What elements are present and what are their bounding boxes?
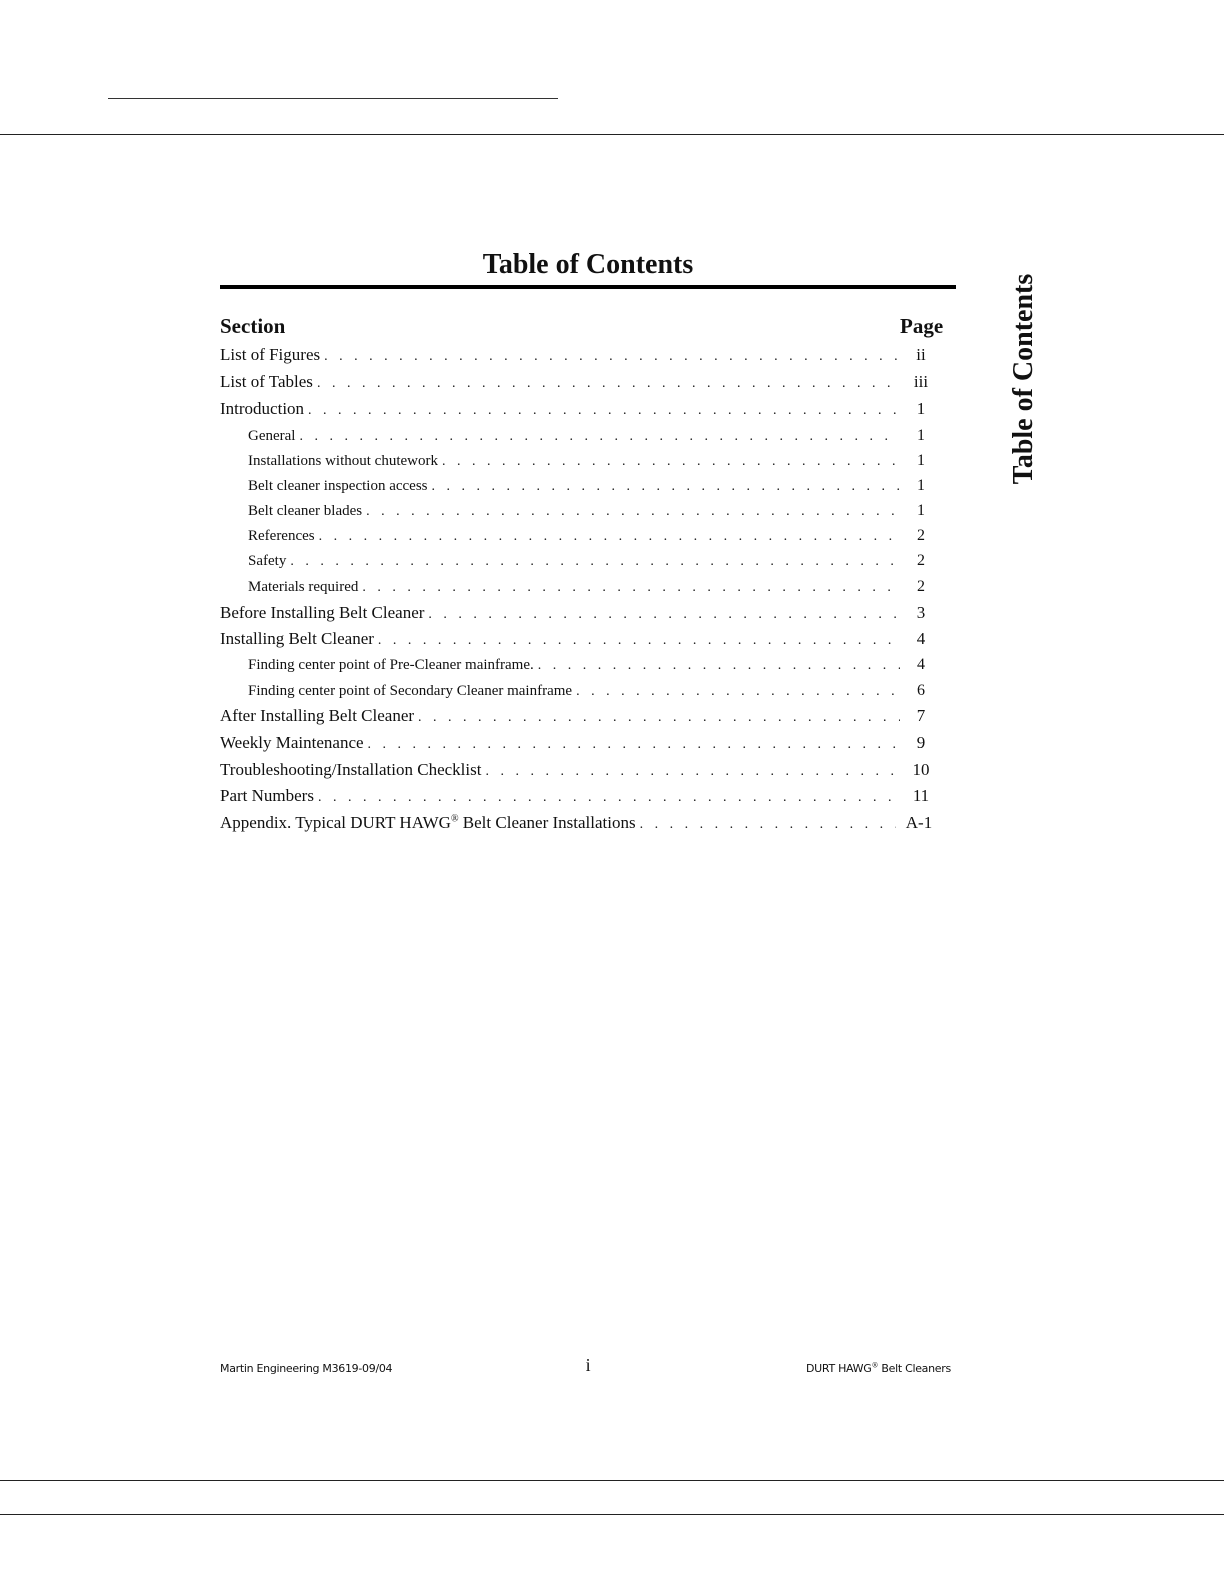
toc-entry-label: List of Tables — [220, 372, 313, 391]
dot-leader — [428, 604, 900, 626]
dot-leader — [319, 526, 900, 548]
toc-entry-installing[interactable] — [220, 628, 936, 652]
header-rule — [0, 134, 1224, 135]
toc-entry-page: 6 — [917, 682, 925, 699]
title-underline — [220, 285, 956, 289]
toc-entry-label: Materials required — [248, 579, 359, 595]
dot-leader — [485, 761, 900, 783]
toc-entry-page: 2 — [917, 552, 925, 569]
toc-subentry-installations-without-chutework[interactable] — [248, 450, 936, 473]
dot-leader — [317, 373, 900, 395]
toc-entry-list-of-tables[interactable] — [220, 371, 936, 395]
toc-entry-label: Part Numbers — [220, 786, 314, 805]
toc-entry-label: Appendix. Typical DURT HAWG® Belt Cleaner Installations — [220, 813, 636, 832]
toc-entry-page: 4 — [917, 656, 925, 673]
toc-subentry-materials-required[interactable] — [248, 576, 936, 599]
footer-rule-lower — [0, 1514, 1224, 1515]
toc-entry-label: Finding center point of Secondary Cleaner mainframe — [248, 683, 573, 699]
toc-entry-page: 1 — [917, 427, 925, 444]
toc-subentry-safety[interactable] — [248, 550, 936, 573]
toc-entry-label: Before Installing Belt Cleaner — [220, 603, 425, 622]
toc-entry-label: Belt cleaner blades — [248, 503, 363, 519]
dot-leader — [378, 630, 900, 652]
toc-entry-page: 7 — [916, 706, 926, 725]
toc-entry-page: 10 — [912, 760, 930, 779]
toc-entry-page: 1 — [917, 477, 925, 494]
toc-entry-page: 9 — [916, 733, 926, 752]
dot-leader — [366, 501, 900, 523]
dot-leader — [576, 681, 900, 703]
dot-leader — [290, 551, 900, 573]
toc-entry-label: Installations without chutework — [248, 453, 438, 469]
toc-entry-label: Introduction — [220, 399, 305, 418]
page-title: Table of Contents — [482, 249, 694, 280]
toc-entry-list-of-figures[interactable] — [220, 344, 936, 368]
footer-page-number: i — [585, 1355, 591, 1375]
toc-entry-page: iii — [913, 372, 929, 391]
side-tab — [1002, 270, 1046, 488]
toc-subentry-references[interactable] — [248, 525, 936, 548]
toc-entry-page: 2 — [917, 527, 925, 544]
footer-product-name: DURT HAWG® Belt Cleaners — [806, 1361, 951, 1375]
footer-rule-upper — [0, 1480, 1224, 1481]
toc-entry-label: References — [248, 528, 315, 544]
toc-entry-page: 11 — [912, 786, 930, 805]
page-column-header: Page — [900, 314, 944, 338]
toc-subentry-secondary-cleaner-center[interactable] — [248, 680, 936, 703]
dot-leader — [318, 787, 900, 809]
dot-leader — [432, 476, 900, 498]
toc-entry-part-numbers[interactable] — [220, 785, 936, 809]
toc-entry-before-installing[interactable] — [220, 602, 936, 626]
toc-entry-page: ii — [916, 345, 926, 364]
toc-entry-page: 3 — [916, 603, 926, 622]
toc-entry-weekly-maintenance[interactable] — [220, 732, 936, 756]
dot-leader — [640, 814, 896, 836]
toc-entry-label: List of Figures — [220, 345, 321, 364]
dot-leader — [368, 734, 900, 756]
dot-leader — [299, 426, 900, 448]
toc-entry-label: Weekly Maintenance — [220, 733, 364, 752]
toc-entry-troubleshooting[interactable] — [220, 759, 936, 783]
toc-entry-label: Installing Belt Cleaner — [220, 629, 374, 648]
toc-entry-label: Belt cleaner inspection access — [248, 478, 428, 494]
toc-entry-label: After Installing Belt Cleaner — [220, 706, 415, 725]
dot-leader — [418, 707, 900, 729]
toc-entry-label: Troubleshooting/Installation Checklist — [220, 760, 482, 779]
toc-entry-appendix[interactable] — [220, 812, 936, 836]
toc-subentry-general[interactable] — [248, 425, 936, 448]
toc-entry-page: 1 — [917, 452, 925, 469]
section-column-header: Section — [220, 314, 286, 338]
toc-entry-page: 2 — [917, 578, 925, 595]
toc-subentry-pre-cleaner-center[interactable] — [248, 654, 936, 677]
toc-entry-page: A-1 — [905, 813, 933, 832]
dot-leader — [362, 577, 900, 599]
side-tab-label: Table of Contents — [1008, 273, 1039, 485]
toc-entry-introduction[interactable] — [220, 398, 936, 422]
dot-leader — [538, 655, 900, 677]
toc-entry-page: 1 — [917, 502, 925, 519]
toc-entry-page: 1 — [916, 399, 926, 418]
dot-leader — [442, 451, 900, 473]
toc-subentry-belt-cleaner-blades[interactable] — [248, 500, 936, 523]
toc-subentry-inspection-access[interactable] — [248, 475, 936, 498]
dot-leader — [308, 400, 900, 422]
toc-entry-label: General — [248, 428, 296, 444]
toc-entry-page: 4 — [916, 629, 926, 648]
footer-document-id: Martin Engineering M3619-09/04 — [220, 1362, 393, 1375]
toc-entry-after-installing[interactable] — [220, 705, 936, 729]
toc-entry-label: Finding center point of Pre-Cleaner mainframe. — [248, 657, 534, 673]
toc-entry-label: Safety — [248, 553, 287, 569]
dot-leader — [324, 346, 900, 368]
header-short-rule — [108, 98, 558, 99]
